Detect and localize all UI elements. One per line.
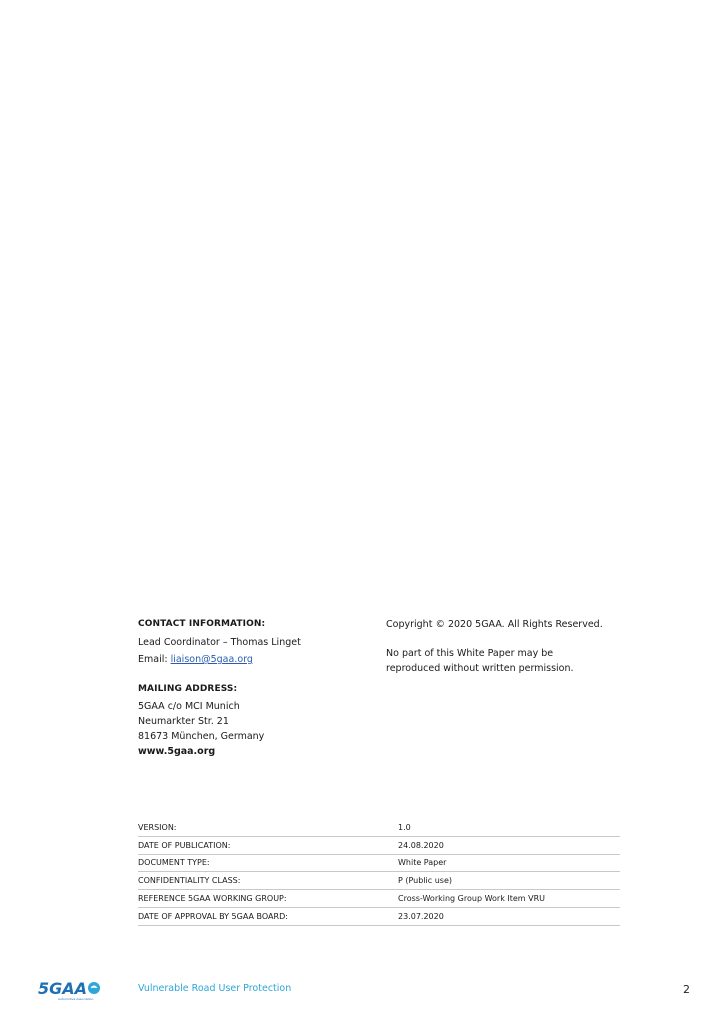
metadata-label: REFERENCE 5GAA WORKING GROUP: (138, 894, 287, 904)
copyright-notice-2: reproduced without written permission. (386, 663, 574, 674)
address-line-1: 5GAA c/o MCI Munich (138, 701, 240, 712)
logo-signal-icon (88, 982, 100, 994)
logo-wordmark: 5GAA (38, 979, 88, 998)
mailing-heading: MAILING ADDRESS: (138, 684, 238, 694)
metadata-row (138, 837, 620, 855)
email-link[interactable]: liaison@5gaa.org (170, 654, 253, 665)
website-link[interactable]: www.5gaa.org (138, 746, 216, 757)
metadata-label: CONFIDENTIALITY CLASS: (138, 876, 241, 886)
metadata-value: White Paper (398, 858, 447, 868)
metadata-row (138, 908, 620, 926)
contact-heading: CONTACT INFORMATION: (138, 619, 266, 629)
lead-coordinator: Lead Coordinator – Thomas Linget (138, 637, 301, 648)
page-number: 2 (683, 983, 690, 996)
document-metadata-table (138, 819, 620, 926)
copyright-line: Copyright © 2020 5GAA. All Rights Reserved. (386, 619, 603, 630)
metadata-label: DATE OF PUBLICATION: (138, 840, 231, 850)
metadata-value: 23.07.2020 (398, 911, 444, 921)
metadata-row (138, 872, 620, 890)
address-line-3: 81673 München, Germany (138, 731, 265, 742)
email-label: Email: (138, 654, 171, 665)
metadata-value: 24.08.2020 (398, 840, 444, 850)
metadata-label: DATE OF APPROVAL BY 5GAA BOARD: (138, 911, 288, 921)
metadata-row (138, 855, 620, 873)
metadata-row (138, 890, 620, 908)
logo-subtitle: Automotive Association (58, 997, 94, 1001)
metadata-label: DOCUMENT TYPE: (138, 858, 210, 868)
address-line-2: Neumarkter Str. 21 (138, 716, 229, 727)
metadata-value: P (Public use) (398, 876, 452, 886)
footer-document-title: Vulnerable Road User Protection (138, 983, 292, 994)
metadata-value: 1.0 (398, 822, 411, 832)
metadata-label: VERSION: (138, 822, 177, 832)
metadata-row (138, 819, 620, 837)
email-line (138, 652, 253, 667)
copyright-notice-1: No part of this White Paper may be (386, 648, 554, 659)
metadata-value: Cross-Working Group Work Item VRU (398, 894, 546, 904)
5gaa-logo (38, 978, 102, 1002)
